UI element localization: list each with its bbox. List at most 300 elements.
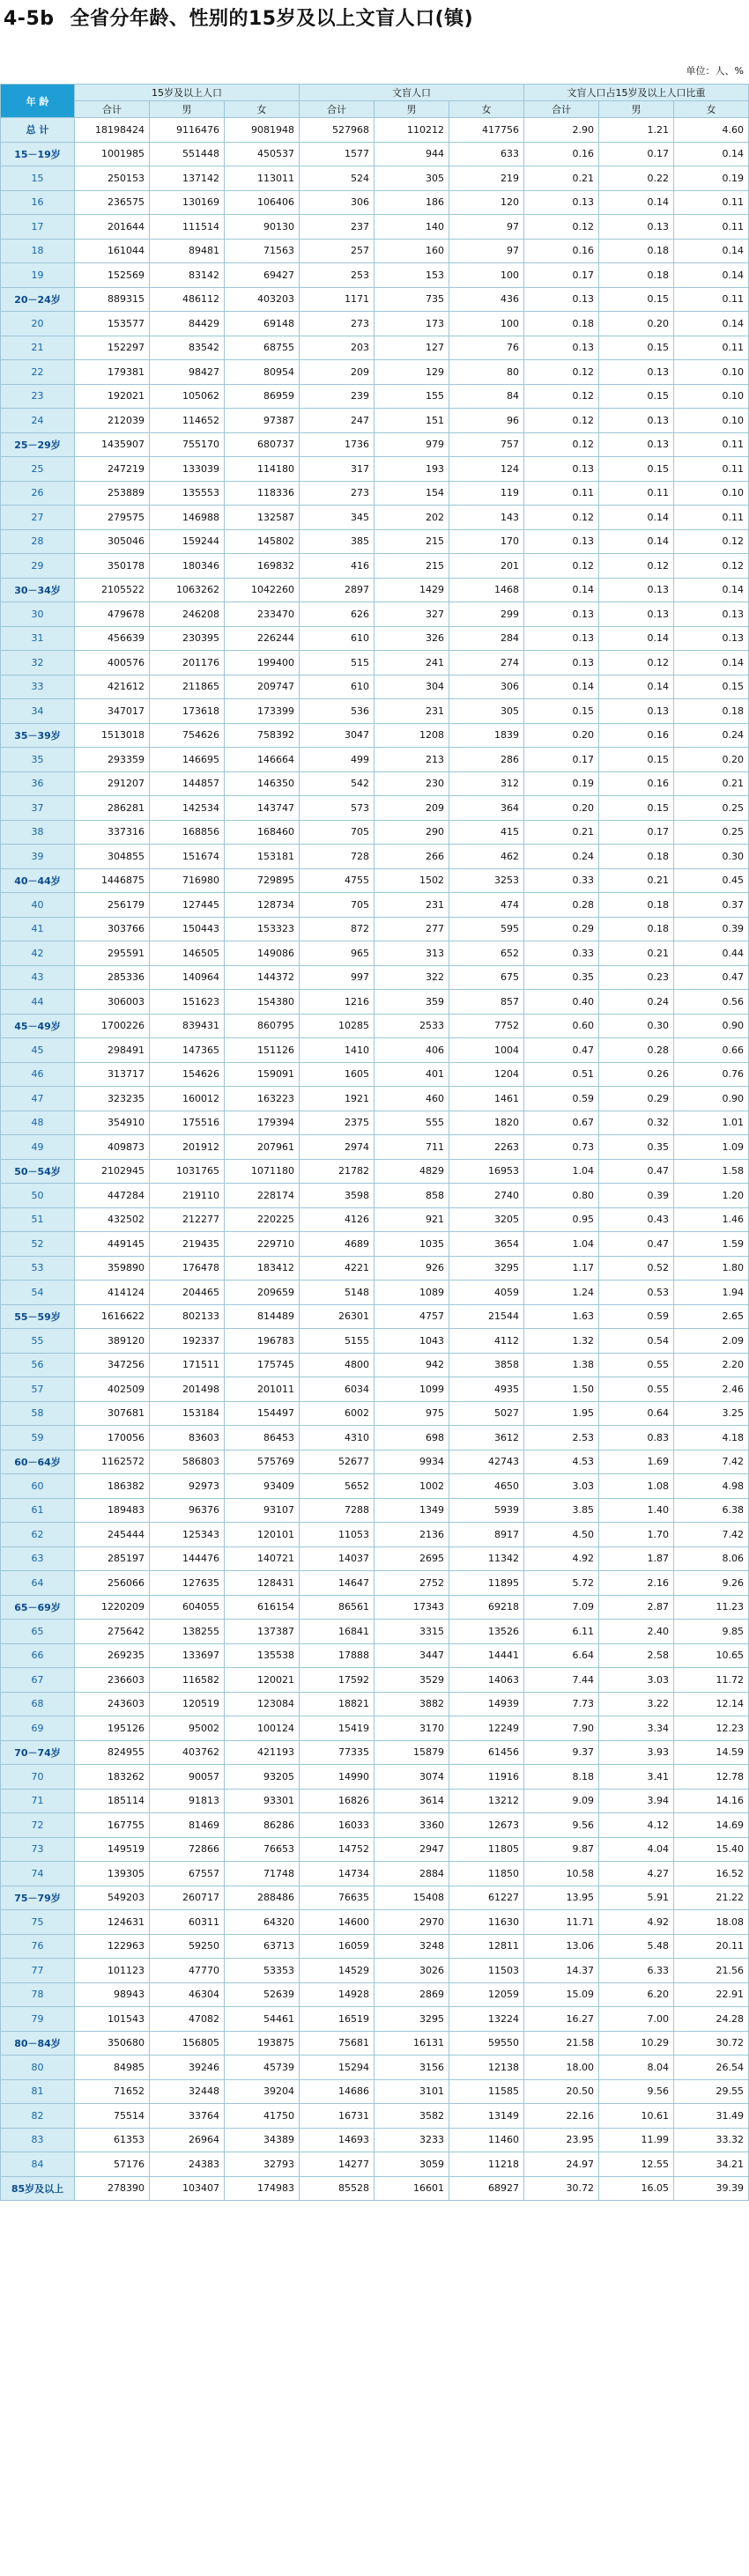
illiterate-total-cell: 16033 [300, 1813, 374, 1838]
ratio-female-cell: 1.59 [674, 1232, 749, 1257]
ratio-total-cell: 0.21 [524, 820, 599, 845]
illiterate-male-cell: 140 [374, 215, 449, 240]
population-female-cell: 100124 [225, 1716, 300, 1741]
population-female-cell: 226244 [225, 626, 300, 651]
age-cell: 76 [1, 1934, 75, 1959]
ratio-female-cell: 9.26 [674, 1571, 749, 1596]
ratio-total-cell: 0.14 [524, 675, 599, 699]
ratio-total-cell: 7.90 [524, 1716, 599, 1741]
illiterate-total-cell: 14686 [300, 2079, 374, 2104]
illiterate-total-cell: 610 [300, 675, 374, 699]
ratio-female-cell: 0.13 [674, 602, 749, 627]
table-row [1, 2152, 749, 2177]
illiterate-total-cell: 5148 [300, 1281, 374, 1305]
illiterate-male-cell: 231 [374, 893, 449, 918]
illiterate-total-cell: 4310 [300, 1426, 374, 1450]
illiterate-total-cell: 239 [300, 384, 374, 409]
illiterate-total-cell: 416 [300, 554, 374, 579]
population-total-cell: 347017 [75, 699, 150, 724]
age-cell: 60 [1, 1474, 75, 1499]
illiterate-male-cell: 326 [374, 626, 449, 651]
table-row [1, 748, 749, 772]
illiterate-female-cell: 3205 [449, 1207, 524, 1232]
population-female-cell: 32793 [225, 2152, 300, 2177]
ratio-total-cell: 7.09 [524, 1595, 599, 1620]
population-total-cell: 285336 [75, 965, 150, 990]
illiterate-male-cell: 1502 [374, 868, 449, 893]
population-male-cell: 127445 [150, 893, 225, 918]
illiterate-total-cell: 14037 [300, 1546, 374, 1571]
ratio-male-cell: 4.04 [599, 1837, 674, 1862]
table-row [1, 651, 749, 675]
population-total-cell: 269235 [75, 1643, 150, 1668]
ratio-male-cell: 0.15 [599, 796, 674, 821]
ratio-total-cell: 0.13 [524, 602, 599, 627]
illiterate-male-cell: 1099 [374, 1377, 449, 1402]
illiterate-total-cell: 18821 [300, 1692, 374, 1716]
population-male-cell: 201912 [150, 1135, 225, 1160]
illiterate-total-cell: 499 [300, 748, 374, 772]
population-male-cell: 146988 [150, 506, 225, 530]
illiterate-male-cell: 17343 [374, 1595, 449, 1620]
population-total-cell: 306003 [75, 990, 150, 1015]
subheader-male: 男 [150, 101, 225, 118]
population-female-cell: 145802 [225, 529, 300, 554]
table-row [1, 1813, 749, 1838]
illiterate-female-cell: 219 [449, 166, 524, 191]
population-female-cell: 860795 [225, 1014, 300, 1038]
ratio-male-cell: 0.11 [599, 481, 674, 506]
ratio-male-cell: 0.13 [599, 215, 674, 240]
population-female-cell: 68755 [225, 336, 300, 360]
population-female-cell: 421193 [225, 1740, 300, 1765]
ratio-total-cell: 0.21 [524, 166, 599, 191]
ratio-female-cell: 7.42 [674, 1523, 749, 1547]
illiterate-total-cell: 273 [300, 481, 374, 506]
illiterate-female-cell: 11585 [449, 2079, 524, 2104]
illiterate-male-cell: 173 [374, 312, 449, 336]
illiterate-male-cell: 2869 [374, 1982, 449, 2007]
ratio-male-cell: 6.20 [599, 1982, 674, 2007]
population-total-cell: 236575 [75, 190, 150, 215]
population-total-cell: 2105522 [75, 578, 150, 602]
population-female-cell: 52639 [225, 1982, 300, 2007]
ratio-total-cell: 0.33 [524, 941, 599, 966]
illiterate-female-cell: 415 [449, 820, 524, 845]
table-row [1, 190, 749, 215]
illiterate-female-cell: 124 [449, 457, 524, 482]
population-total-cell: 1435907 [75, 432, 150, 457]
ratio-female-cell: 7.42 [674, 1450, 749, 1474]
ratio-total-cell: 7.44 [524, 1668, 599, 1693]
illiterate-female-cell: 11342 [449, 1546, 524, 1571]
population-total-cell: 201644 [75, 215, 150, 240]
table-row [1, 941, 749, 966]
age-cell: 77 [1, 1959, 75, 1983]
population-female-cell: 86453 [225, 1426, 300, 1450]
population-male-cell: 755170 [150, 432, 225, 457]
table-row [1, 1184, 749, 1208]
illiterate-male-cell: 129 [374, 360, 449, 385]
illiterate-female-cell: 76 [449, 336, 524, 360]
subheader-male: 男 [599, 101, 674, 118]
ratio-total-cell: 3.85 [524, 1498, 599, 1523]
ratio-total-cell: 16.27 [524, 2007, 599, 2032]
ratio-female-cell: 14.59 [674, 1740, 749, 1765]
population-male-cell: 146505 [150, 941, 225, 966]
illiterate-total-cell: 705 [300, 893, 374, 918]
ratio-male-cell: 3.93 [599, 1740, 674, 1765]
ratio-male-cell: 5.48 [599, 1934, 674, 1959]
illiterate-female-cell: 2740 [449, 1184, 524, 1208]
ratio-total-cell: 14.37 [524, 1959, 599, 1983]
population-total-cell: 400576 [75, 651, 150, 675]
age-cell: 总 计 [1, 118, 75, 143]
age-group-row [1, 1595, 749, 1620]
population-female-cell: 54461 [225, 2007, 300, 2032]
population-female-cell: 146350 [225, 771, 300, 796]
ratio-female-cell: 2.20 [674, 1353, 749, 1377]
ratio-female-cell: 0.11 [674, 457, 749, 482]
ratio-male-cell: 0.12 [599, 651, 674, 675]
ratio-female-cell: 18.08 [674, 1910, 749, 1935]
age-cell: 68 [1, 1692, 75, 1716]
ratio-total-cell: 0.33 [524, 868, 599, 893]
population-male-cell: 230395 [150, 626, 225, 651]
illiterate-female-cell: 84 [449, 384, 524, 409]
ratio-total-cell: 9.87 [524, 1837, 599, 1862]
illiterate-male-cell: 2947 [374, 1837, 449, 1862]
table-row [1, 312, 749, 336]
population-male-cell: 180346 [150, 554, 225, 579]
population-male-cell: 604055 [150, 1595, 225, 1620]
age-group-row [1, 2176, 749, 2201]
table-row [1, 820, 749, 845]
illiterate-female-cell: 21544 [449, 1304, 524, 1329]
ratio-total-cell: 1.17 [524, 1256, 599, 1281]
age-cell: 52 [1, 1232, 75, 1257]
illiterate-total-cell: 6002 [300, 1401, 374, 1426]
illiterate-total-cell: 75681 [300, 2031, 374, 2056]
illiterate-female-cell: 13149 [449, 2104, 524, 2129]
population-total-cell: 212039 [75, 409, 150, 433]
illiterate-female-cell: 11916 [449, 1765, 524, 1790]
population-total-cell: 195126 [75, 1716, 150, 1741]
ratio-male-cell: 0.55 [599, 1377, 674, 1402]
population-total-cell: 247219 [75, 457, 150, 482]
ratio-total-cell: 0.13 [524, 287, 599, 312]
table-row [1, 481, 749, 506]
illiterate-total-cell: 3598 [300, 1184, 374, 1208]
ratio-total-cell: 0.19 [524, 771, 599, 796]
population-female-cell: 616154 [225, 1595, 300, 1620]
population-female-cell: 9081948 [225, 118, 300, 143]
age-cell: 64 [1, 1571, 75, 1596]
ratio-total-cell: 1.32 [524, 1329, 599, 1354]
illiterate-female-cell: 12811 [449, 1934, 524, 1959]
ratio-total-cell: 0.12 [524, 360, 599, 385]
ratio-total-cell: 0.95 [524, 1207, 599, 1232]
illiterate-male-cell: 2970 [374, 1910, 449, 1935]
table-row [1, 529, 749, 554]
population-female-cell: 34389 [225, 2128, 300, 2152]
illiterate-female-cell: 11503 [449, 1959, 524, 1983]
ratio-total-cell: 11.71 [524, 1910, 599, 1935]
illiterate-male-cell: 4757 [374, 1304, 449, 1329]
table-row [1, 1474, 749, 1499]
ratio-total-cell: 1.38 [524, 1353, 599, 1377]
population-total-cell: 98943 [75, 1982, 150, 2007]
population-male-cell: 486112 [150, 287, 225, 312]
population-female-cell: 288486 [225, 1886, 300, 1910]
illiterate-total-cell: 872 [300, 917, 374, 941]
ratio-female-cell: 0.10 [674, 409, 749, 433]
age-cell: 46 [1, 1062, 75, 1087]
ratio-total-cell: 0.12 [524, 384, 599, 409]
ratio-total-cell: 0.12 [524, 506, 599, 530]
ratio-female-cell: 29.55 [674, 2079, 749, 2104]
table-row [1, 384, 749, 409]
population-female-cell: 106406 [225, 190, 300, 215]
ratio-total-cell: 10.58 [524, 1862, 599, 1886]
population-female-cell: 173399 [225, 699, 300, 724]
illiterate-male-cell: 698 [374, 1426, 449, 1450]
ratio-female-cell: 0.10 [674, 481, 749, 506]
total-row [1, 118, 749, 143]
illiterate-female-cell: 100 [449, 312, 524, 336]
illiterate-total-cell: 7288 [300, 1498, 374, 1523]
ratio-male-cell: 10.61 [599, 2104, 674, 2129]
illiterate-male-cell: 3614 [374, 1789, 449, 1813]
ratio-female-cell: 24.28 [674, 2007, 749, 2032]
population-female-cell: 154380 [225, 990, 300, 1015]
population-male-cell: 83603 [150, 1426, 225, 1450]
illiterate-total-cell: 1736 [300, 432, 374, 457]
population-male-cell: 26964 [150, 2128, 225, 2152]
population-male-cell: 147365 [150, 1038, 225, 1063]
age-cell: 26 [1, 481, 75, 506]
population-male-cell: 159244 [150, 529, 225, 554]
population-male-cell: 171511 [150, 1353, 225, 1377]
illiterate-male-cell: 186 [374, 190, 449, 215]
population-female-cell: 69148 [225, 312, 300, 336]
ratio-female-cell: 0.76 [674, 1062, 749, 1087]
illiterate-total-cell: 17592 [300, 1668, 374, 1693]
illiterate-total-cell: 306 [300, 190, 374, 215]
population-total-cell: 185114 [75, 1789, 150, 1813]
population-male-cell: 125343 [150, 1523, 225, 1547]
illiterate-total-cell: 4689 [300, 1232, 374, 1257]
table-row [1, 602, 749, 627]
ratio-female-cell: 1.58 [674, 1159, 749, 1184]
illiterate-female-cell: 299 [449, 602, 524, 627]
population-female-cell: 120021 [225, 1668, 300, 1693]
population-male-cell: 154626 [150, 1062, 225, 1087]
population-male-cell: 72866 [150, 1837, 225, 1862]
ratio-female-cell: 0.14 [674, 578, 749, 602]
population-total-cell: 303766 [75, 917, 150, 941]
ratio-female-cell: 0.11 [674, 432, 749, 457]
ratio-male-cell: 0.53 [599, 1281, 674, 1305]
population-male-cell: 130169 [150, 190, 225, 215]
table-row [1, 506, 749, 530]
ratio-total-cell: 21.58 [524, 2031, 599, 2056]
ratio-female-cell: 9.85 [674, 1620, 749, 1644]
ratio-total-cell: 4.50 [524, 1523, 599, 1547]
illiterate-total-cell: 542 [300, 771, 374, 796]
population-female-cell: 154497 [225, 1401, 300, 1426]
illiterate-female-cell: 286 [449, 748, 524, 772]
population-total-cell: 179381 [75, 360, 150, 385]
population-total-cell: 167755 [75, 1813, 150, 1838]
illiterate-female-cell: 97 [449, 239, 524, 263]
population-total-cell: 286281 [75, 796, 150, 821]
table-row [1, 1426, 749, 1450]
illiterate-female-cell: 61456 [449, 1740, 524, 1765]
ratio-male-cell: 0.14 [599, 626, 674, 651]
ratio-male-cell: 2.87 [599, 1595, 674, 1620]
population-male-cell: 39246 [150, 2056, 225, 2080]
illiterate-female-cell: 14441 [449, 1643, 524, 1668]
population-total-cell: 350178 [75, 554, 150, 579]
population-total-cell: 84985 [75, 2056, 150, 2080]
population-male-cell: 46304 [150, 1982, 225, 2007]
ratio-male-cell: 0.28 [599, 1038, 674, 1063]
ratio-total-cell: 0.13 [524, 626, 599, 651]
illiterate-total-cell: 10285 [300, 1014, 374, 1038]
ratio-female-cell: 0.12 [674, 554, 749, 579]
ratio-total-cell: 22.16 [524, 2104, 599, 2129]
population-male-cell: 127635 [150, 1571, 225, 1596]
ratio-total-cell: 4.53 [524, 1450, 599, 1474]
ratio-male-cell: 0.20 [599, 312, 674, 336]
illiterate-total-cell: 237 [300, 215, 374, 240]
ratio-female-cell: 3.25 [674, 1401, 749, 1426]
illiterate-female-cell: 305 [449, 699, 524, 724]
illiterate-male-cell: 313 [374, 941, 449, 966]
illiterate-total-cell: 515 [300, 651, 374, 675]
ratio-female-cell: 0.25 [674, 820, 749, 845]
illiterate-male-cell: 3529 [374, 1668, 449, 1693]
population-female-cell: 168460 [225, 820, 300, 845]
ratio-male-cell: 0.13 [599, 699, 674, 724]
population-male-cell: 176478 [150, 1256, 225, 1281]
illiterate-male-cell: 110212 [374, 118, 449, 143]
ratio-male-cell: 8.04 [599, 2056, 674, 2080]
ratio-female-cell: 33.32 [674, 2128, 749, 2152]
ratio-male-cell: 11.99 [599, 2128, 674, 2152]
population-total-cell: 152569 [75, 263, 150, 288]
age-cell: 33 [1, 675, 75, 699]
population-male-cell: 9116476 [150, 118, 225, 143]
group-header-ratio: 文盲人口占15岁及以上人口比重 [524, 85, 749, 101]
population-female-cell: 71748 [225, 1862, 300, 1886]
population-female-cell: 45739 [225, 2056, 300, 2080]
age-group-row [1, 868, 749, 893]
illiterate-male-cell: 555 [374, 1111, 449, 1135]
age-cell: 51 [1, 1207, 75, 1232]
population-total-cell: 402509 [75, 1377, 150, 1402]
ratio-total-cell: 0.51 [524, 1062, 599, 1087]
illiterate-male-cell: 2136 [374, 1523, 449, 1547]
ratio-female-cell: 0.11 [674, 506, 749, 530]
population-male-cell: 103407 [150, 2176, 225, 2201]
population-male-cell: 95002 [150, 1716, 225, 1741]
ratio-male-cell: 0.21 [599, 868, 674, 893]
illiterate-male-cell: 160 [374, 239, 449, 263]
illiterate-female-cell: 42743 [449, 1450, 524, 1474]
illiterate-female-cell: 11218 [449, 2152, 524, 2177]
age-cell: 55 [1, 1329, 75, 1354]
group-header-illiterate: 文盲人口 [300, 85, 524, 101]
ratio-female-cell: 0.13 [674, 626, 749, 651]
ratio-male-cell: 3.03 [599, 1668, 674, 1693]
ratio-total-cell: 0.12 [524, 554, 599, 579]
table-row [1, 1692, 749, 1716]
ratio-total-cell: 0.28 [524, 893, 599, 918]
age-cell: 56 [1, 1353, 75, 1377]
table-row [1, 1571, 749, 1596]
illiterate-total-cell: 17888 [300, 1643, 374, 1668]
ratio-total-cell: 1.04 [524, 1232, 599, 1257]
population-male-cell: 59250 [150, 1934, 225, 1959]
population-total-cell: 57176 [75, 2152, 150, 2177]
illiterate-male-cell: 2884 [374, 1862, 449, 1886]
age-cell: 55－59岁 [1, 1304, 75, 1329]
ratio-male-cell: 0.39 [599, 1184, 674, 1208]
age-group-row [1, 1014, 749, 1038]
population-total-cell: 275642 [75, 1620, 150, 1644]
ratio-male-cell: 0.29 [599, 1087, 674, 1111]
table-row [1, 1329, 749, 1354]
population-total-cell: 1446875 [75, 868, 150, 893]
illiterate-male-cell: 3156 [374, 2056, 449, 2080]
ratio-female-cell: 0.14 [674, 142, 749, 166]
ratio-male-cell: 0.64 [599, 1401, 674, 1426]
illiterate-male-cell: 3295 [374, 2007, 449, 2032]
population-male-cell: 144857 [150, 771, 225, 796]
population-total-cell: 1616622 [75, 1304, 150, 1329]
age-group-row [1, 142, 749, 166]
age-cell: 21 [1, 336, 75, 360]
ratio-female-cell: 0.56 [674, 990, 749, 1015]
illiterate-male-cell: 202 [374, 506, 449, 530]
ratio-total-cell: 24.97 [524, 2152, 599, 2177]
population-female-cell: 758392 [225, 723, 300, 748]
ratio-total-cell: 13.06 [524, 1934, 599, 1959]
population-total-cell: 421612 [75, 675, 150, 699]
illiterate-male-cell: 3315 [374, 1620, 449, 1644]
ratio-female-cell: 2.46 [674, 1377, 749, 1402]
ratio-male-cell: 0.15 [599, 748, 674, 772]
population-total-cell: 432502 [75, 1207, 150, 1232]
table-header [1, 85, 749, 118]
illiterate-male-cell: 1035 [374, 1232, 449, 1257]
ratio-male-cell: 0.18 [599, 845, 674, 869]
illiterate-total-cell: 21782 [300, 1159, 374, 1184]
population-female-cell: 1071180 [225, 1159, 300, 1184]
table-row [1, 1232, 749, 1257]
population-male-cell: 92973 [150, 1474, 225, 1499]
population-male-cell: 90057 [150, 1765, 225, 1790]
ratio-total-cell: 8.18 [524, 1765, 599, 1790]
illiterate-female-cell: 4935 [449, 1377, 524, 1402]
illiterate-female-cell: 595 [449, 917, 524, 941]
illiterate-total-cell: 14529 [300, 1959, 374, 1983]
age-cell: 15－19岁 [1, 142, 75, 166]
population-male-cell: 135553 [150, 481, 225, 506]
ratio-male-cell: 0.13 [599, 360, 674, 385]
